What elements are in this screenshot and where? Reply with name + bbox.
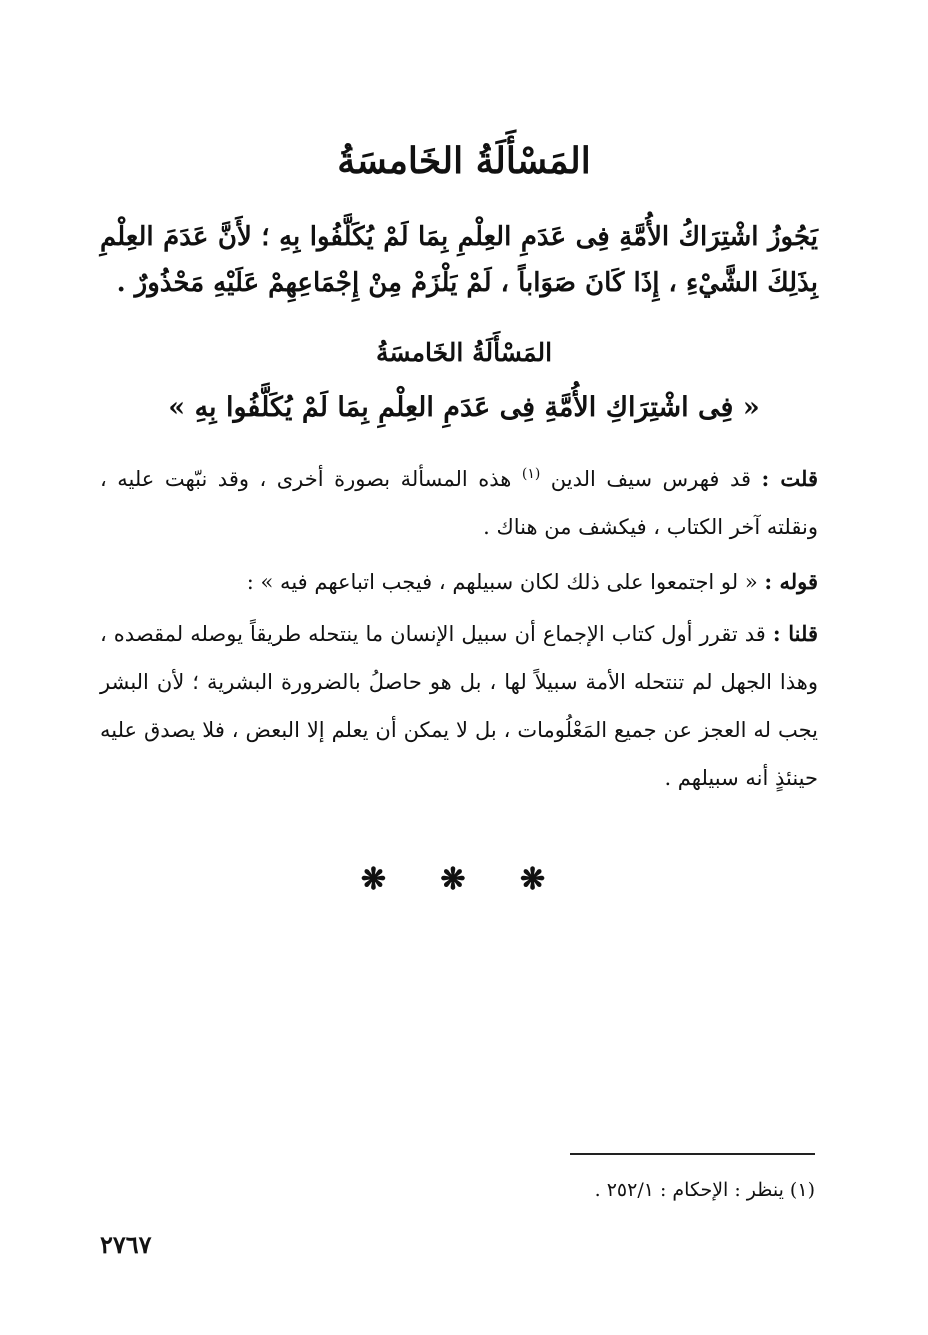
paragraph-text: « لو اجتمعوا على ذلك لكان سبيلهم ، فيجب اتباعهم فيه » : — [246, 570, 765, 594]
paragraph-qult — [100, 450, 818, 551]
commentary-heading: « فِى اشْتِرَاكِ الأُمَّةِ فِى عَدَمِ العِلْمِ بِمَا لَمْ يُكَلَّفُوا بِهِ » — [168, 392, 760, 423]
commentary-title: المَسْأَلَةُ الخَامسَةُ — [375, 338, 553, 367]
paragraph-lead: قلنا : — [772, 621, 818, 646]
paragraph-qawluhu — [100, 558, 818, 606]
footnote: (١) ينظر : الإحكام : ٢٥٢/١ . — [594, 1179, 815, 1201]
section-separator: ❋ ❋ ❋ — [360, 862, 568, 897]
footnote-divider — [570, 1153, 815, 1155]
paragraph-lead: قوله : — [764, 569, 818, 594]
page-number: ٢٧٦٧ — [100, 1230, 152, 1259]
matn-text: يَجُوزُ اشْتِرَاكُ الأُمَّةِ فِى عَدَمِ العِلْمِ بِمَا لَمْ يُكَلَّفُوا بِهِ ؛ لأَنَّ عَدَمَ العِلْمِ بِذَلِكَ الشَّيْءِ ، إِذَا كَانَ صَوَاباً ، لَمْ يَلْزَمْ مِنْ إِجْمَاعِهِمْ عَلَيْهِ مَحْذُورٌ . — [100, 222, 818, 298]
footnote-reference[interactable]: (١) — [521, 466, 541, 482]
paragraph-qulna — [100, 610, 818, 802]
paragraph-text: قد تقرر أول كتاب الإجماع أن سبيل الإنسان ما ينتحله طريقاً يوصله لمقصده ، وهذا الجهل لم تنتحله الأمة سبيلاً لها ، بل هو حاصلُ بالضرورة البشرية ؛ لأن البشر يجب له العجز عن جميع المَعْلُومات ، بل لا يمكن أن يعلم إلا البعض ، فلا يصدق عليه حينئذٍ أنه سبيلهم . — [100, 622, 818, 790]
paragraph-text: قد فهرس سيف الدين — [540, 467, 762, 491]
section-title: المَسْأَلَةُ الخَامسَةُ — [337, 140, 591, 182]
paragraph-lead: قلت : — [761, 466, 818, 491]
paragraph-text: هذه المسألة بصورة أخرى ، وقد نبّهت عليه ، ونقلته آخر الكتاب ، فيكشف من هناك . — [100, 467, 818, 539]
